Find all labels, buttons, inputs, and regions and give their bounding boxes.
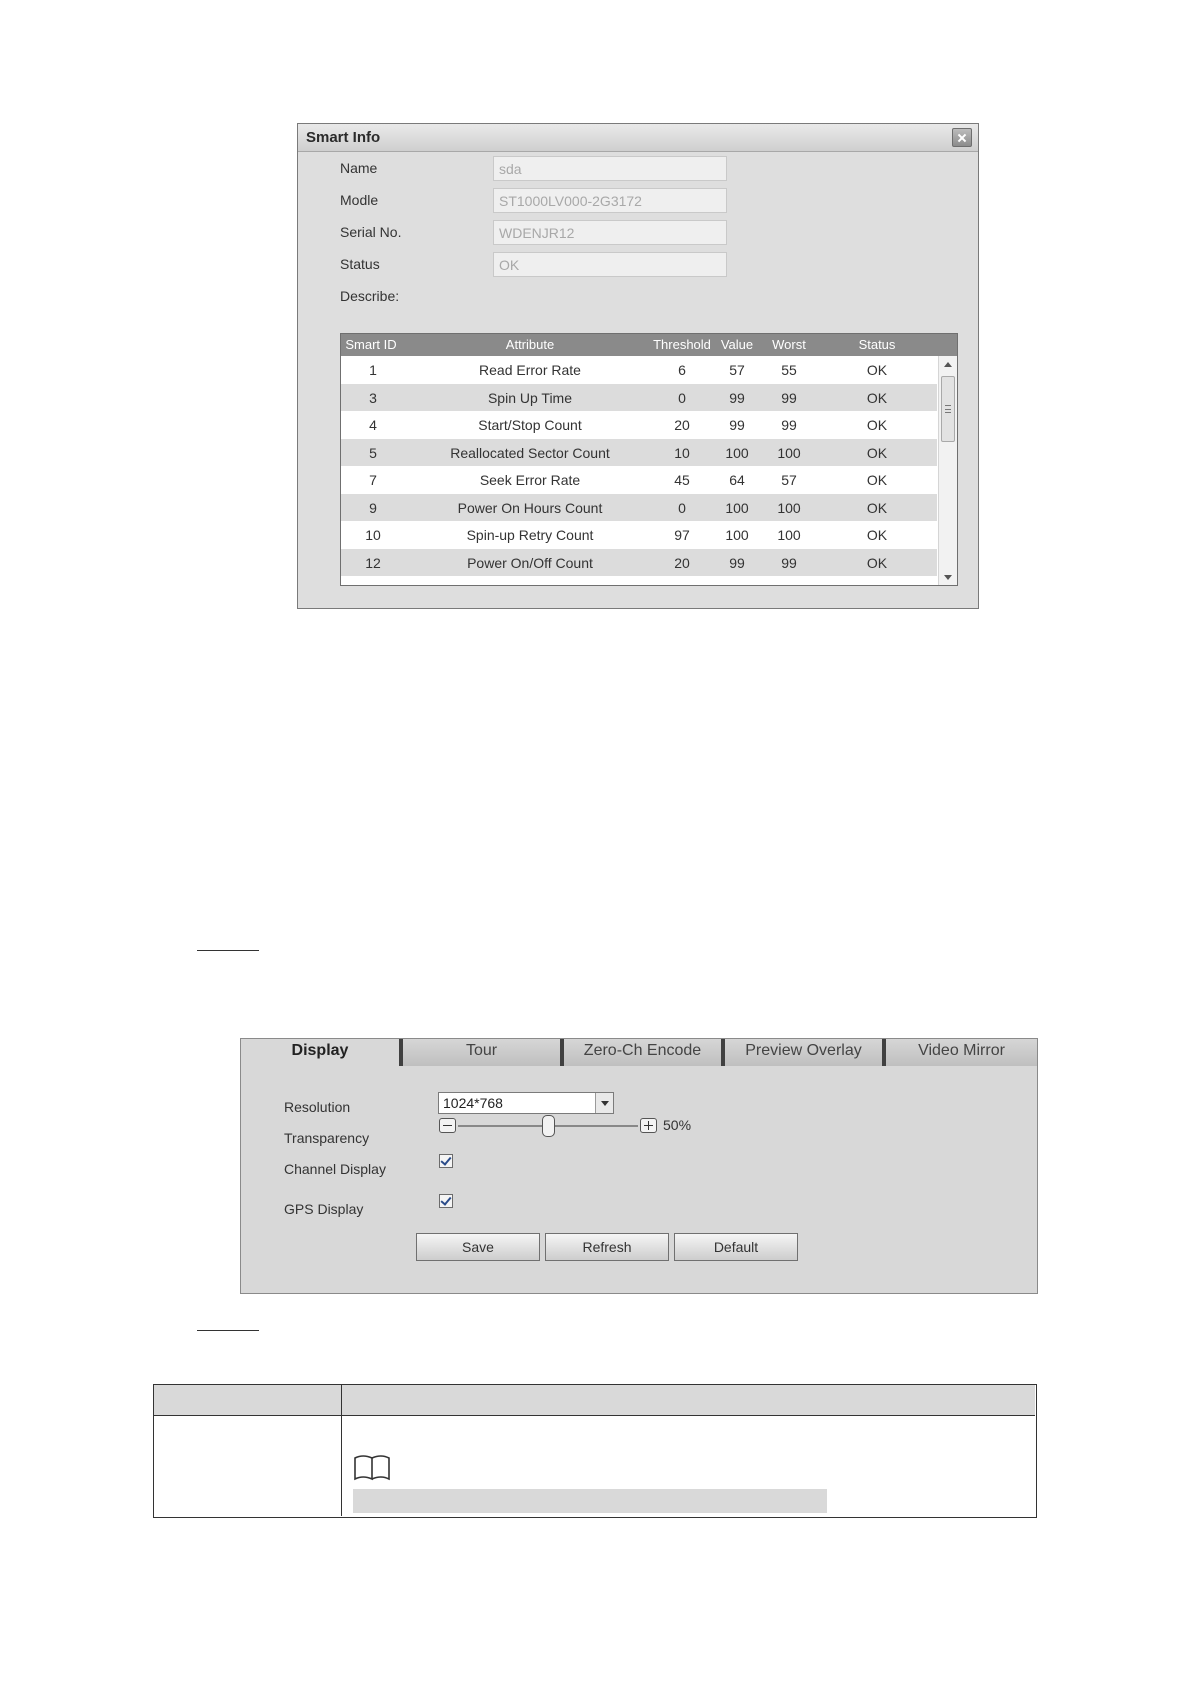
cell-value: 100 xyxy=(725,499,749,516)
cell-status: OK xyxy=(866,472,888,488)
cell-smart-id: 7 xyxy=(369,472,377,488)
cell-worst: 99 xyxy=(781,417,797,433)
cell-smart-id: 4 xyxy=(369,417,377,433)
table-row[interactable] xyxy=(341,521,937,549)
cell-worst: 99 xyxy=(781,554,797,571)
table-row[interactable] xyxy=(341,411,937,439)
tab-video-mirror[interactable]: Video Mirror xyxy=(882,1039,1037,1066)
smart-info-dialog xyxy=(297,123,979,609)
cell-worst: 100 xyxy=(777,499,801,516)
cell-value: 100 xyxy=(725,527,749,543)
cell-worst: 55 xyxy=(781,362,797,378)
cell-attribute: Spin-up Retry Count xyxy=(466,527,594,543)
cell-status: OK xyxy=(866,499,888,516)
cell-status: OK xyxy=(866,444,888,461)
cell-worst: 57 xyxy=(781,472,797,488)
smart-table xyxy=(340,333,958,586)
table-scrollbar[interactable] xyxy=(938,356,957,586)
column-header-threshold: Threshold xyxy=(653,337,711,352)
column-header-status: Status xyxy=(858,337,896,352)
name-field[interactable] xyxy=(493,156,727,181)
default-button[interactable]: Default xyxy=(674,1233,798,1261)
smart-table-header xyxy=(341,334,957,356)
cell-status: OK xyxy=(866,362,888,378)
cell-threshold: 10 xyxy=(674,444,690,461)
cell-attribute: Power On/Off Count xyxy=(467,554,593,571)
cell-value: 100 xyxy=(725,444,749,461)
tab-zero-ch-encode[interactable]: Zero-Ch Encode xyxy=(560,1039,721,1066)
cell-attribute: Power On Hours Count xyxy=(457,499,603,516)
cell-value: 64 xyxy=(729,472,745,488)
transparency-slider-thumb[interactable] xyxy=(542,1115,555,1137)
smart-table-body xyxy=(341,356,937,586)
gps-display-label: GPS Display xyxy=(284,1201,364,1217)
table-row[interactable] xyxy=(341,576,937,586)
cell-threshold: 0 xyxy=(678,389,686,406)
close-icon[interactable] xyxy=(952,128,972,147)
dialog-title: Smart Info xyxy=(306,129,381,146)
cell-attribute: Seek Error Rate xyxy=(479,472,581,488)
step-underline xyxy=(197,1330,259,1331)
settings-tabs xyxy=(241,1039,1037,1066)
table-row[interactable] xyxy=(341,384,937,412)
table-row[interactable] xyxy=(341,439,937,467)
scrollbar-thumb[interactable] xyxy=(941,376,955,442)
table-row[interactable] xyxy=(341,549,937,577)
tab-tour[interactable]: Tour xyxy=(399,1039,560,1066)
cell-value: 99 xyxy=(729,417,745,433)
serial-label: Serial No. xyxy=(340,224,402,240)
cell-threshold: 6 xyxy=(678,362,686,378)
cell-value: 99 xyxy=(729,554,745,571)
tab-display[interactable]: Display xyxy=(241,1039,399,1066)
refresh-button[interactable]: Refresh xyxy=(545,1233,669,1261)
note-text-placeholder xyxy=(353,1489,827,1513)
table-column-divider xyxy=(341,1385,342,1516)
cell-worst: 100 xyxy=(777,444,801,461)
resolution-select[interactable] xyxy=(438,1092,614,1114)
cell-threshold: 20 xyxy=(674,417,690,433)
cell-attribute: Spin Up Time xyxy=(487,389,573,406)
cell-status: OK xyxy=(866,417,888,433)
cell-smart-id: 9 xyxy=(369,499,377,516)
table-row[interactable] xyxy=(341,466,937,494)
scroll-up-arrow-icon[interactable] xyxy=(944,362,952,367)
chevron-down-icon[interactable] xyxy=(595,1093,613,1113)
resolution-value: 1024*768 xyxy=(443,1095,503,1111)
model-field[interactable] xyxy=(493,188,727,213)
cell-status: OK xyxy=(866,554,888,571)
cell-attribute: Reallocated Sector Count xyxy=(450,444,610,461)
cell-value: 99 xyxy=(729,389,745,406)
model-label: Modle xyxy=(340,192,379,208)
channel-display-label: Channel Display xyxy=(284,1161,386,1177)
gps-display-checkbox[interactable] xyxy=(439,1194,453,1208)
transparency-decrease-icon[interactable] xyxy=(439,1118,456,1133)
cell-status: OK xyxy=(866,527,888,543)
cell-worst: 100 xyxy=(777,527,801,543)
cell-value: 57 xyxy=(729,362,745,378)
resolution-label: Resolution xyxy=(284,1099,351,1115)
cell-threshold: 97 xyxy=(674,527,690,543)
cell-smart-id: 3 xyxy=(369,389,377,406)
describe-label: Describe: xyxy=(340,288,400,304)
column-header-attribute: Attribute xyxy=(505,337,555,352)
transparency-value: 50% xyxy=(663,1117,692,1133)
column-header-value: Value xyxy=(720,337,754,352)
cell-smart-id: 10 xyxy=(365,527,381,543)
channel-display-checkbox[interactable] xyxy=(439,1154,453,1168)
column-header-smart-id: Smart ID xyxy=(345,337,397,352)
status-field[interactable] xyxy=(493,252,727,277)
serial-field[interactable] xyxy=(493,220,727,245)
cell-attribute: Read Error Rate xyxy=(479,362,581,378)
step-underline xyxy=(197,950,259,951)
scroll-down-arrow-icon[interactable] xyxy=(944,575,952,580)
parameter-table xyxy=(153,1384,1037,1518)
tab-preview-overlay[interactable]: Preview Overlay xyxy=(721,1039,882,1066)
cell-threshold: 20 xyxy=(674,554,690,571)
cell-worst: 99 xyxy=(781,389,797,406)
transparency-increase-icon[interactable] xyxy=(640,1118,657,1133)
cell-attribute: Start/Stop Count xyxy=(478,417,582,433)
cell-status: OK xyxy=(866,389,888,406)
status-label: Status xyxy=(340,256,380,272)
parameter-table-header xyxy=(154,1385,1035,1416)
cell-smart-id: 5 xyxy=(369,444,377,461)
cell-threshold: 0 xyxy=(678,499,686,516)
cell-smart-id: 12 xyxy=(365,554,381,571)
column-header-worst: Worst xyxy=(772,337,806,352)
transparency-label: Transparency xyxy=(284,1130,370,1146)
scroll-grip-icon xyxy=(945,405,951,413)
table-row[interactable] xyxy=(341,494,937,522)
save-button[interactable]: Save xyxy=(416,1233,540,1261)
table-row[interactable] xyxy=(341,356,937,384)
cell-smart-id: 1 xyxy=(369,362,377,378)
cell-threshold: 45 xyxy=(674,472,690,488)
dialog-titlebar xyxy=(298,124,978,152)
book-note-icon xyxy=(353,1453,391,1481)
name-label: Name xyxy=(340,160,378,176)
